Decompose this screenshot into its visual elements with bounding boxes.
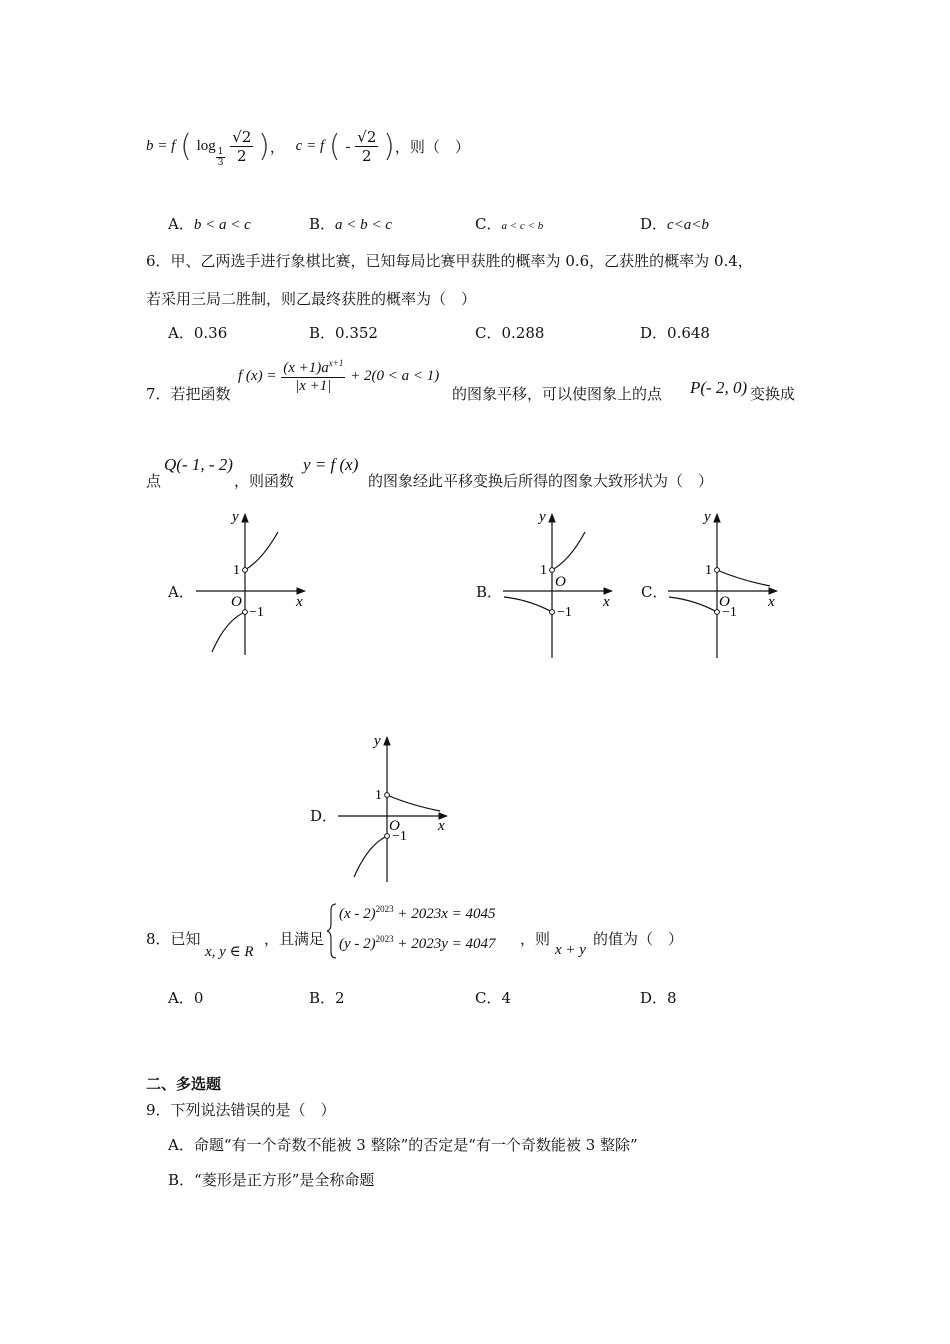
q7-point-p: P(- 2, 0): [690, 378, 748, 397]
q8-brace: [327, 904, 336, 958]
graph-b-label[interactable]: B．: [476, 583, 503, 601]
graph-a-open-point-top: [243, 568, 248, 573]
graph-c-x-label: x: [768, 594, 775, 610]
q5-c-expr: c = f: [295, 138, 325, 154]
q5-log: log: [196, 138, 216, 154]
q8-mid: ，且满足: [264, 930, 325, 948]
graph-a[interactable]: [196, 509, 305, 655]
graph-b-neg-one: −1: [557, 605, 572, 620]
q6-option-d[interactable]: D．0.648: [640, 324, 710, 342]
q5-fraction-2: $\frac{√2}{2}$: [357, 128, 377, 165]
graph-d-neg-one: −1: [392, 829, 407, 844]
q8-option-d[interactable]: D．8: [640, 989, 677, 1007]
graph-b-curve-left: [504, 597, 552, 612]
graph-b[interactable]: [503, 509, 612, 658]
graph-c[interactable]: [668, 509, 777, 658]
q8-option-c[interactable]: C．4: [475, 989, 512, 1007]
graph-c-open-point-top: [715, 568, 720, 573]
q8-sum: x + y: [555, 942, 586, 958]
q7-prefix: 7．若把函数: [146, 385, 231, 403]
q5-paren-close: ): [258, 129, 270, 164]
q6-line1: 6．甲、乙两选手进行象棋比赛，已知每局比赛甲获胜的概率为 0.6，乙获胜的概率为 0.4，: [146, 252, 753, 270]
graph-a-open-point-bottom: [243, 610, 248, 615]
graph-d-curve-right: [387, 795, 440, 811]
graph-d-curve-left: [354, 836, 387, 877]
q6-option-c[interactable]: C．0.288: [475, 324, 545, 342]
graph-a-one: 1: [233, 563, 240, 578]
q5-expression: b = f ( log $\frac{1}{3}$ $\frac{√2}{2}$ )， c = f ( - $\frac{√2}{2}$ )，则（ ）: [146, 128, 470, 168]
q7-line2-a: 点: [146, 472, 162, 490]
graph-a-x-label: x: [296, 594, 303, 610]
graph-d-one: 1: [375, 788, 382, 803]
q5-paren-open: (: [180, 129, 192, 164]
q7-func: y = f (x): [303, 455, 359, 474]
graph-c-y-label: y: [704, 509, 711, 525]
graph-b-x-label: x: [603, 594, 610, 610]
graph-b-one: 1: [540, 563, 547, 578]
graph-d-open-point-top: [385, 793, 390, 798]
graph-b-origin: O: [555, 574, 566, 590]
q7-function: f (x) = $\frac{(x +1)a^{x+1}}{|x +1|}$ + 2(0 < a < 1): [238, 358, 440, 394]
graph-a-neg-one: −1: [249, 605, 264, 620]
graph-c-neg-one: −1: [722, 605, 737, 620]
q5-b-expr: b = f: [146, 138, 176, 154]
q9-stem: 9．下列说法错误的是（ ）: [146, 1101, 336, 1119]
graph-b-curve-right: [552, 532, 585, 570]
q9-option-b[interactable]: B．“菱形是正方形”是全称命题: [168, 1171, 375, 1189]
q8-end: 的值为（ ）: [593, 930, 684, 948]
q8-mid2: ，则: [520, 930, 551, 948]
q5-option-c[interactable]: C．a < c < b: [475, 215, 544, 233]
q5-fraction-1: $\frac{√2}{2}$: [232, 128, 252, 165]
q8-option-b[interactable]: B．2: [309, 989, 345, 1007]
graph-c-one: 1: [705, 563, 712, 578]
q5-option-b[interactable]: B．a < b < c: [309, 215, 392, 233]
q6-option-a[interactable]: A．0.36: [168, 324, 228, 342]
graph-a-origin: O: [231, 594, 242, 610]
q5-option-a[interactable]: A．b < a < c: [168, 215, 251, 233]
q7-mid: 的图象平移，可以使图象上的点: [452, 385, 663, 403]
q6-line2: 若采用三局二胜制，则乙最终获胜的概率为（ ）: [146, 290, 477, 308]
graph-a-label[interactable]: A．: [168, 583, 194, 601]
graph-a-curve-left: [212, 612, 245, 652]
graph-a-y-label: y: [232, 509, 239, 525]
q9-option-a[interactable]: A．命题“有一个奇数不能被 3 整除”的否定是“有一个奇数能被 3 整除”: [168, 1136, 638, 1154]
graph-c-open-point-bottom: [715, 610, 720, 615]
graph-d-origin: O: [389, 818, 400, 834]
q8-vars: x, y ∈ R: [205, 944, 254, 960]
q7-fraction: $\frac{(x +1)a^{x+1}}{|x +1|}$: [283, 358, 344, 394]
q6-option-b[interactable]: B．0.352: [309, 324, 378, 342]
graph-c-origin: O: [719, 594, 730, 610]
q8-eq1: (x - 2)$^{2023}$ + 2023x = 4045: [339, 904, 496, 922]
q7-point-q: Q(- 1, - 2): [164, 455, 233, 474]
q8-option-a[interactable]: A．0: [168, 989, 204, 1007]
graph-c-curve-left: [669, 597, 717, 612]
graph-d-x-label: x: [438, 818, 445, 834]
graph-a-curve-right: [245, 532, 278, 570]
q8-eq2: (y - 2)$^{2023}$ + 2023y = 4047: [339, 934, 496, 952]
q5-option-d[interactable]: D．c<a<b: [640, 215, 709, 233]
q5-tail: ，则（ ）: [394, 138, 470, 156]
graph-c-curve-right: [717, 570, 770, 586]
graph-d-y-label: y: [374, 733, 381, 749]
q8-prefix: 8．已知: [146, 930, 201, 948]
q5-minus: -: [345, 137, 351, 156]
graph-b-open-point-top: [550, 568, 555, 573]
q5-log-base: $\frac{1}{3}$: [217, 146, 224, 168]
graph-b-open-point-bottom: [550, 610, 555, 615]
graph-b-y-label: y: [539, 509, 546, 525]
q7-end: 变换成: [750, 385, 796, 403]
graph-d-open-point-bottom: [385, 834, 390, 839]
graph-c-label[interactable]: C．: [641, 583, 668, 601]
section-title: 二、多选题: [146, 1075, 222, 1093]
graph-d-label[interactable]: D．: [310, 807, 338, 825]
graph-d[interactable]: [338, 733, 447, 882]
q7-line2-c: 的图象经此平移变换后所得的图象大致形状为（ ）: [368, 472, 714, 490]
q7-line2-b: ，则函数: [234, 472, 295, 490]
